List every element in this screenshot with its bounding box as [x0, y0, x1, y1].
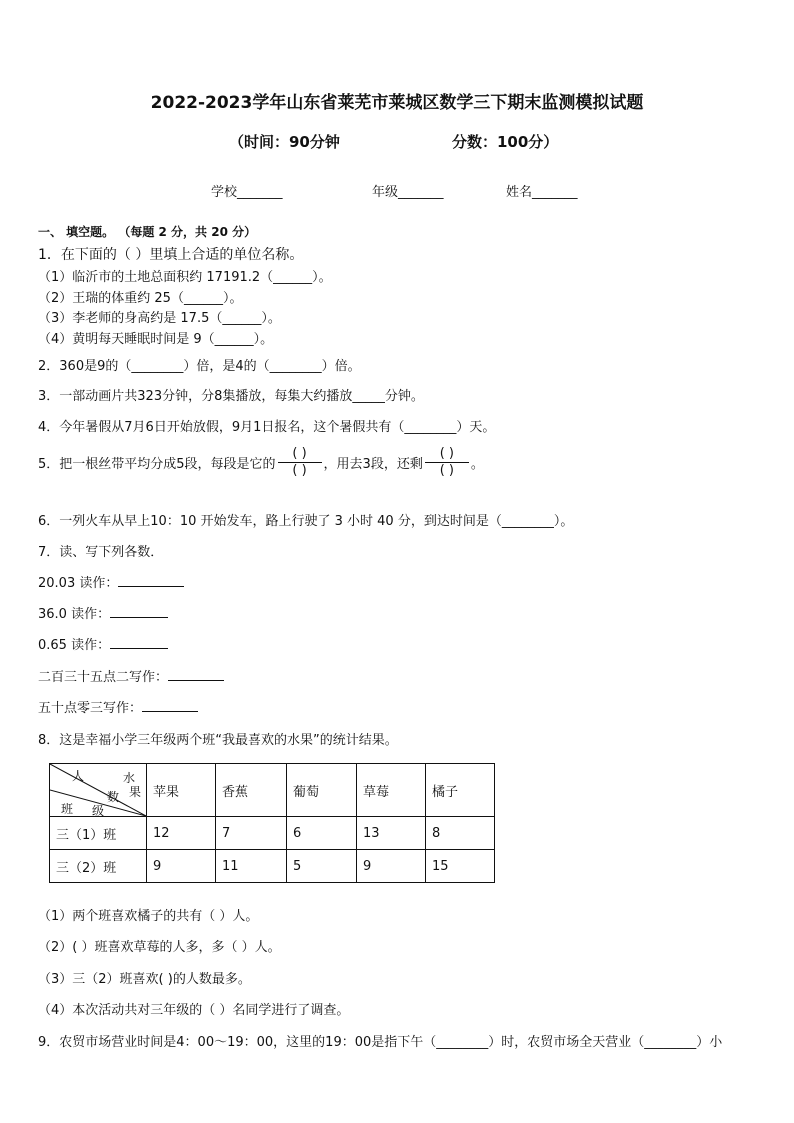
q7-item-4: 二百三十五点二写作：: [38, 666, 224, 685]
question-2: 2．360是9的（________）倍，是4的（________）倍。: [38, 359, 361, 374]
q5-text-2: ，用去3段，还剩: [323, 457, 423, 472]
table-cell: 12: [147, 817, 216, 850]
table-header: 苹果: [147, 764, 216, 817]
row-label: 三（2）班: [50, 850, 147, 883]
exam-time: （时间：90分钟: [229, 133, 340, 151]
table-header-row: [50, 764, 495, 817]
table-cell: 7: [216, 817, 287, 850]
question-4: 4．今年暑假从7月6日开始放假，9月1日报名，这个暑假共有（________）天。: [38, 420, 496, 435]
table-cell: 8: [426, 817, 495, 850]
exam-score: 分数：100分）: [452, 133, 559, 151]
q1-part-2: （2）王瑞的体重约 25（______）。: [38, 291, 243, 306]
school-field: 学校_______: [211, 185, 283, 200]
table-row: [50, 850, 495, 883]
table-row: [50, 817, 495, 850]
q7-stem: 7．读、写下列各数．: [38, 545, 164, 560]
table-cell: 13: [357, 817, 426, 850]
q1-part-1: （1）临沂市的土地总面积约 17191.2（______）。: [38, 270, 332, 285]
table-cell: 9: [357, 850, 426, 883]
q7-item-1: 20.03 读作：: [38, 572, 184, 591]
q7-item-3: 0.65 读作：: [38, 634, 168, 653]
table-header: 草莓: [357, 764, 426, 817]
table-header: 葡萄: [287, 764, 357, 817]
question-3: 3．一部动画片共323分钟，分8集播放，每集大约播放_____分钟。: [38, 389, 424, 404]
fruit-table: [49, 763, 495, 883]
name-field: 姓名_______: [506, 185, 578, 200]
blank-fraction: $\frac{( )}{( )}$: [278, 446, 322, 479]
question-9: 9．农贸市场营业时间是4：00～19：00，这里的19：00是指下午（________）时，农贸市场全天营业（________）小: [38, 1035, 723, 1050]
blank-fraction: $\frac{( )}{( )}$: [425, 446, 469, 479]
q5-text-1: 5．把一根丝带平均分成5段，每段是它的: [38, 457, 276, 472]
q7-item-5: 五十点零三写作：: [38, 697, 198, 716]
table-header: 香蕉: [216, 764, 287, 817]
question-6: 6．一列火车从早上10：10 开始发车，路上行驶了 3 小时 40 分，到达时间是（________）。: [38, 514, 574, 529]
q8-sub-4: （4）本次活动共对三年级的（ ）名同学进行了调查。: [38, 1003, 350, 1018]
q1-stem: 1．在下面的（ ）里填上合适的单位名称。: [38, 247, 304, 263]
q5-text-3: 。: [470, 457, 484, 472]
table-cell: 11: [216, 850, 287, 883]
q8-sub-1: （1）两个班喜欢橘子的共有（ ）人。: [38, 909, 259, 924]
q7-item-2: 36.0 读作：: [38, 603, 168, 622]
row-label: 三（1）班: [50, 817, 147, 850]
q1-part-4: （4）黄明每天睡眠时间是 9（______）。: [38, 332, 274, 347]
table-cell: 5: [287, 850, 357, 883]
table-header: 橘子: [426, 764, 495, 817]
section-heading: 一、 填空题。 （每题 2 分，共 20 分）: [38, 225, 257, 239]
table-cell: 6: [287, 817, 357, 850]
table-corner-cell: 人 水 果 数 班 级: [50, 764, 147, 817]
exam-title: 2022-2023学年山东省莱芜市莱城区数学三下期末监测模拟试题: [150, 93, 644, 113]
question-5: [38, 446, 484, 479]
q8-sub-3: （3）三（2）班喜欢( )的人数最多。: [38, 972, 251, 987]
table-cell: 15: [426, 850, 495, 883]
grade-field: 年级_______: [372, 185, 444, 200]
q1-part-3: （3）李老师的身高约是 17.5（______）。: [38, 311, 281, 326]
q8-sub-2: （2）( ）班喜欢草莓的人多，多（ ）人。: [38, 940, 281, 955]
table-cell: 9: [147, 850, 216, 883]
q8-stem: 8．这是幸福小学三年级两个班“我最喜欢的水果”的统计结果。: [38, 733, 398, 748]
